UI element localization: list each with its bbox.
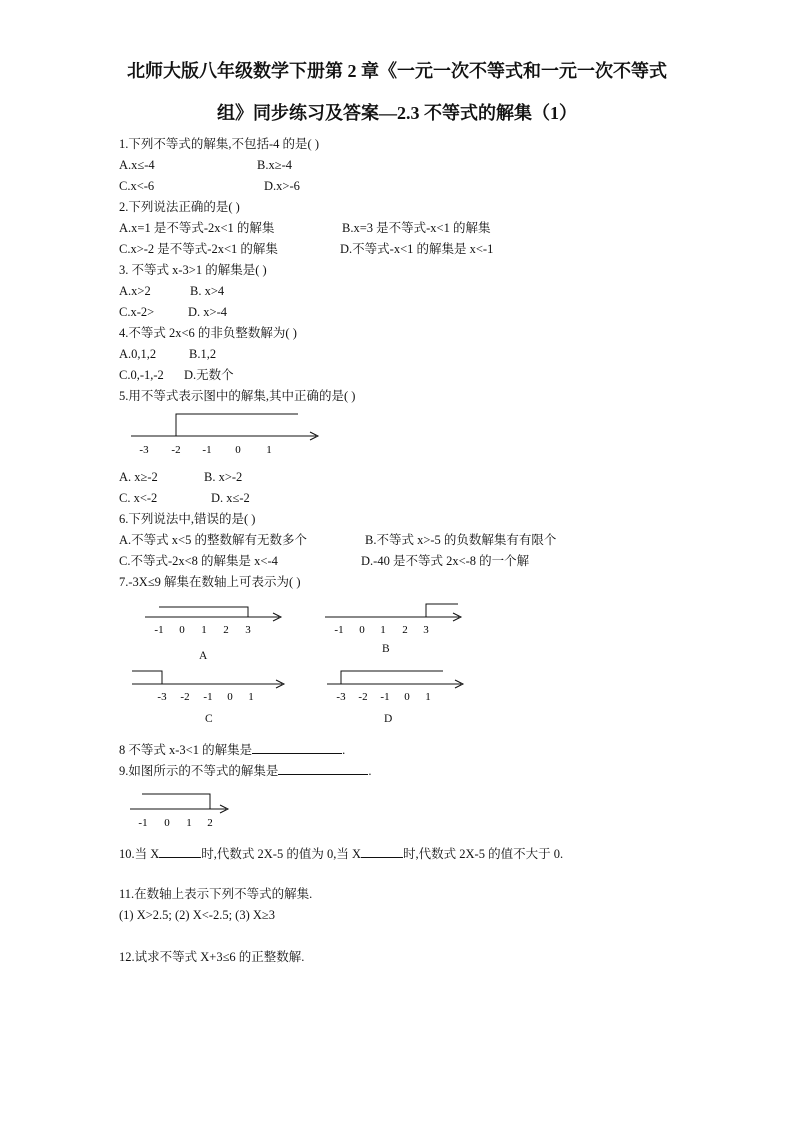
q9-tick-label: -1 — [138, 817, 148, 829]
q1-option-b: B.x≥-4 — [257, 158, 292, 172]
q9-number-line — [128, 790, 243, 830]
q2-stem: 2.下列说法正确的是( ) — [119, 200, 240, 214]
q10-line — [119, 845, 563, 862]
q7a-tick-label: 3 — [245, 624, 251, 636]
q6-option-c: C.不等式-2x<8 的解集是 x<-4 — [119, 554, 278, 568]
q10-text-3: 时,代数式 2X-5 的值不大于 0. — [403, 847, 564, 861]
q5-tick-label: -2 — [171, 444, 181, 456]
q5-option-a: A. x≥-2 — [119, 470, 158, 484]
q3-stem: 3. 不等式 x-3>1 的解集是( ) — [119, 263, 267, 277]
doc-title-line-2: 组》同步练习及答案—2.3 不等式的解集（1） — [217, 103, 577, 123]
q2-option-d: D.不等式-x<1 的解集是 x<-1 — [340, 242, 494, 256]
q7d-tick-label: 1 — [425, 691, 431, 703]
q9-tick-label: 0 — [164, 817, 170, 829]
q9-answer-blank[interactable] — [278, 762, 368, 775]
q5-tick-label: 1 — [266, 444, 272, 456]
q7-caption-d: D — [384, 713, 393, 725]
q2-option-b: B.x=3 是不等式-x<1 的解集 — [342, 221, 491, 235]
q7d-tick-label: 0 — [404, 691, 410, 703]
q9-period: . — [368, 764, 372, 778]
q7b-tick-label: 0 — [359, 624, 365, 636]
q10-answer-blank-2[interactable] — [361, 845, 403, 858]
q7b-tick-label: -1 — [334, 624, 344, 636]
doc-title-line-1: 北师大版八年级数学下册第 2 章《一元一次不等式和一元一次不等式 — [127, 61, 667, 81]
q9-tick-label: 1 — [186, 817, 192, 829]
q6-option-b: B.不等式 x>-5 的负数解集有有限个 — [365, 533, 557, 547]
q7b-tick-label: 3 — [423, 624, 429, 636]
q5-option-d: D. x≤-2 — [211, 491, 250, 505]
q5-tick-label: 0 — [235, 444, 241, 456]
q7-stem: 7.-3X≤9 解集在数轴上可表示为( ) — [119, 575, 301, 589]
q5-tick-label: -1 — [202, 444, 212, 456]
q11-items: (1) X>2.5; (2) X<-2.5; (3) X≥3 — [119, 908, 275, 922]
q6-option-a: A.不等式 x<5 的整数解有无数多个 — [119, 533, 307, 547]
q7-figure-b — [323, 600, 468, 640]
q9-tick-label: 2 — [207, 817, 213, 829]
q7c-tick-label: 1 — [248, 691, 254, 703]
q7b-tick-label: 1 — [380, 624, 386, 636]
q10-text-2: 时,代数式 2X-5 的值为 0,当 X — [201, 847, 361, 861]
q6-stem: 6.下列说法中,错误的是( ) — [119, 512, 256, 526]
q7-caption-b: B — [382, 643, 390, 655]
q8-answer-blank[interactable] — [252, 741, 342, 754]
q5-tick-label: -3 — [139, 444, 149, 456]
q1-option-c: C.x<-6 — [119, 179, 155, 193]
q7a-tick-label: 0 — [179, 624, 185, 636]
q7-caption-c: C — [205, 713, 213, 725]
q2-option-c: C.x>-2 是不等式-2x<1 的解集 — [119, 242, 278, 256]
q5-option-b: B. x>-2 — [204, 470, 243, 484]
q7-figure-c — [130, 667, 290, 707]
q7d-tick-label: -3 — [336, 691, 346, 703]
q4-stem: 4.不等式 2x<6 的非负整数解为( ) — [119, 326, 297, 340]
q7-figure-a — [143, 600, 288, 640]
q7b-tick-label: 2 — [402, 624, 408, 636]
q4-option-b: B.1,2 — [189, 347, 217, 361]
q5-number-line — [126, 408, 326, 458]
q4-option-c: C.0,-1,-2 — [119, 368, 164, 382]
q3-option-a: A.x>2 — [119, 284, 151, 298]
q7c-tick-label: -3 — [157, 691, 167, 703]
q9-text: 9.如图所示的不等式的解集是 — [119, 764, 279, 778]
q7a-tick-label: -1 — [154, 624, 164, 636]
q7a-tick-label: 2 — [223, 624, 229, 636]
q1-option-a: A.x≤-4 — [119, 158, 155, 172]
q7a-tick-label: 1 — [201, 624, 207, 636]
q8-period: . — [342, 743, 346, 757]
q7d-tick-label: -2 — [358, 691, 368, 703]
q12-stem: 12.试求不等式 X+3≤6 的正整数解. — [119, 950, 305, 964]
q7c-tick-label: -1 — [203, 691, 213, 703]
q3-option-d: D. x>-4 — [188, 305, 227, 319]
q6-option-d: D.-40 是不等式 2x<-8 的一个解 — [361, 554, 530, 568]
q10-text-1: 10.当 X — [119, 847, 160, 861]
q3-option-b: B. x>4 — [190, 284, 225, 298]
q3-option-c: C.x-2> — [119, 305, 155, 319]
q5-stem: 5.用不等式表示图中的解集,其中正确的是( ) — [119, 389, 356, 403]
q11-stem: 11.在数轴上表示下列不等式的解集. — [119, 887, 313, 901]
q2-option-a: A.x=1 是不等式-2x<1 的解集 — [119, 221, 275, 235]
q7c-tick-label: 0 — [227, 691, 233, 703]
q1-option-d: D.x>-6 — [264, 179, 300, 193]
q10-answer-blank-1[interactable] — [159, 845, 201, 858]
q4-option-a: A.0,1,2 — [119, 347, 157, 361]
q7-figure-d — [325, 667, 470, 707]
q5-option-c: C. x<-2 — [119, 491, 158, 505]
q8-line — [119, 741, 345, 758]
q8-text: 8 不等式 x-3<1 的解集是 — [119, 743, 253, 757]
q7d-tick-label: -1 — [380, 691, 390, 703]
q7c-tick-label: -2 — [180, 691, 190, 703]
q7-caption-a: A — [199, 650, 208, 662]
q1-stem: 1.下列不等式的解集,不包括-4 的是( ) — [119, 137, 319, 151]
q9-line — [119, 762, 372, 779]
q4-option-d: D.无数个 — [184, 368, 234, 382]
